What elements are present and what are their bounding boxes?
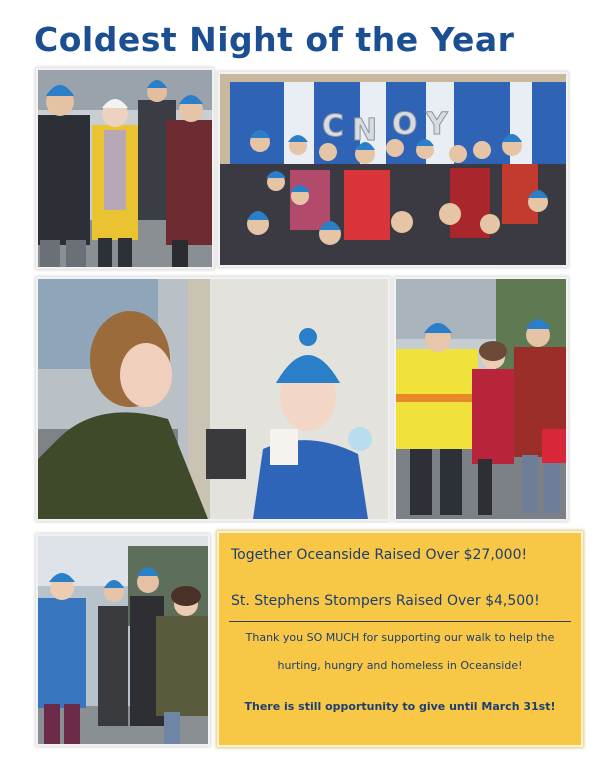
balloon-letter-y: Y — [426, 107, 448, 142]
stompers-total-text: St. Stephens Stompers Raised Over $4,500! — [231, 593, 540, 609]
page-title: Coldest Night of the Year — [34, 20, 515, 59]
photo-walkers-smiling — [38, 536, 208, 744]
fundraising-message-panel — [219, 533, 581, 745]
balloon-letter-n: N — [352, 113, 378, 148]
thank-you-text-line1: Thank you SO MUCH for supporting our walk to help the — [245, 631, 555, 644]
photo-walkers-vests — [396, 279, 566, 519]
balloon-letter-c: C — [322, 109, 345, 144]
photo-group-cnoy — [220, 74, 566, 265]
divider-line — [229, 621, 571, 622]
photo-walkers-on-street — [38, 70, 212, 267]
give-until-text: There is still opportunity to give until March 31st! — [244, 700, 556, 713]
photo-children-cocoa — [38, 279, 388, 519]
balloon-letter-o: O — [392, 107, 418, 142]
oceanside-total-text: Together Oceanside Raised Over $27,000! — [231, 547, 528, 563]
thank-you-text-line2: hurting, hungry and homeless in Oceanside! — [277, 659, 523, 672]
